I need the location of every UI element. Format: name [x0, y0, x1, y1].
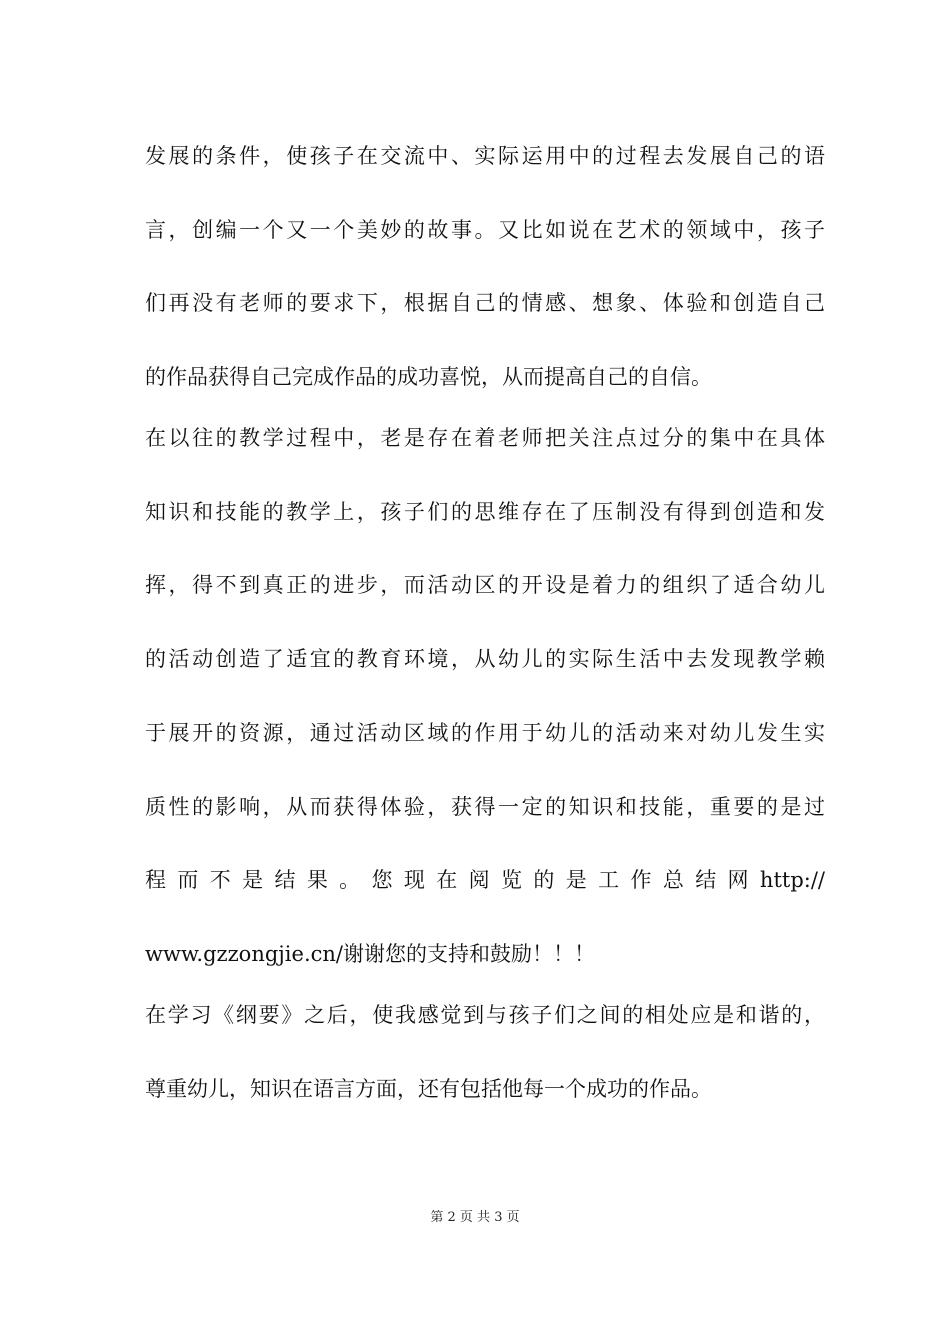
- body-text: [145, 138, 825, 1144]
- text-line-11: 程 而 不 是 结 果 。 您 现 在 阅 览 的 是 工 作 总 结 网 http://: [145, 868, 825, 893]
- text-line-7: 挥，得不到真正的进步，而活动区的开设是着力的组织了适合幼儿: [145, 573, 825, 598]
- text-line-6: 知识和技能的教学上，孩子们的思维存在了压制没有得到创造和发: [145, 499, 825, 524]
- text-line-13: 在学习《纲要》之后，使我感觉到与孩子们之间的相处应是和谐的，: [145, 1002, 825, 1027]
- text-line-1: 发展的条件，使孩子在交流中、实际运用中的过程去发展自己的语: [145, 144, 825, 168]
- page-number-footer: 第 2 页 共 3 页: [430, 1210, 520, 1225]
- text-line-2: 言，创编一个又一个美妙的故事。又比如说在艺术的领域中，孩子: [145, 217, 825, 242]
- text-line-9: 于展开的资源，通过活动区域的作用于幼儿的活动来对幼儿发生实: [145, 720, 825, 745]
- text-line-10: 质性的影响，从而获得体验，获得一定的知识和技能，重要的是过: [145, 794, 825, 819]
- text-line-4: 的作品获得自己完成作品的成功喜悦，从而提高自己的自信。: [145, 365, 712, 390]
- text-line-3: 们再没有老师的要求下，根据自己的情感、想象、体验和创造自己: [145, 291, 825, 316]
- text-line-5: 在以往的教学过程中，老是存在着老师把关注点过分的集中在具体: [145, 426, 825, 451]
- text-line-14: 尊重幼儿，知识在语言方面，还有包括他每一个成功的作品。: [145, 1076, 712, 1101]
- text-line-8: 的活动创造了适宜的教育环境，从幼儿的实际生活中去发现教学赖: [145, 647, 825, 672]
- text-line-12: www.gzzongjie.cn/谢谢您的支持和鼓励！！！: [145, 941, 595, 966]
